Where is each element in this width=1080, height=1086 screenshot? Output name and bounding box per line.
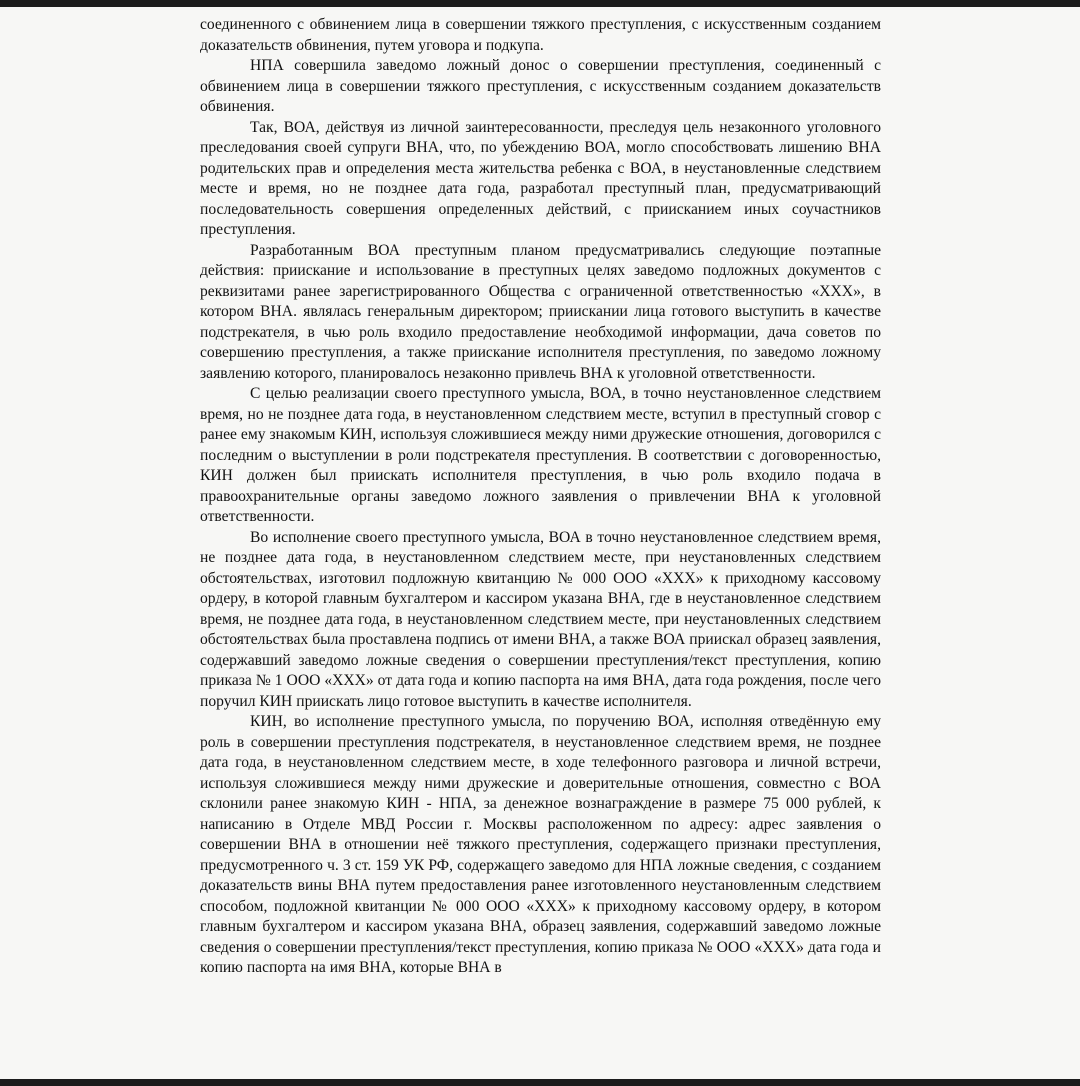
paragraph-2: НПА совершила заведомо ложный донос о совершении преступления, соединенный с обвинением лица в совершении тяжкого преступления, с искусственным созданием доказательств обвинения. (200, 57, 881, 115)
bottom-border (0, 1079, 1080, 1086)
paragraph-6: Во исполнение своего преступного умысла, ВОА в точно неустановленное следствием время, не позднее дата года, в неустановленном следствием месте, при неустановленных следствием обстоятельствах, изготовил подложную квитанцию № 000 ООО «ХХХ» к приходному кассовому ордеру, в которой главным бухгалтером и кассиром указана ВНА, где в неустановленное следствием время, не позднее дата года, в неустановленном следствием месте, при неустановленных следствием обстоятельствах была проставлена подпись от имени ВНА, а также ВОА приискал образец заявления, содержавший заведомо ложные сведения о совершении преступления/текст преступления, копию приказа № 1 ООО «ХХХ» от дата года и копию паспорта на имя ВНА, дата года рождения, после чего поручил КИН приискать лицо готовое выступить в качестве исполнителя. (200, 528, 881, 710)
paragraph-5: С целью реализации своего преступного умысла, ВОА, в точно неустановленное следствием время, но не позднее дата года, в неустановленном следствием месте, вступил в преступный сговор с ранее ему знакомым КИН, используя сложившиеся между ними дружеские отношения, договорился с последним о выступлении в роли подстрекателя преступления. В соответствии с договоренностью, КИН должен был приискать исполнителя преступления, в чью роль входило подача в правоохранительные органы заведомо ложного заявления о привлечении ВНА к уголовной ответственности. (200, 385, 881, 525)
paragraph-1: соединенного с обвинением лица в совершении тяжкого преступления, с искусственным созданием доказательств обвинения, путем уговора и подкупа. (200, 16, 881, 54)
document-page (0, 7, 1080, 1079)
paragraph-7: КИН, во исполнение преступного умысла, по поручению ВОА, исполняя отведённую ему роль в совершении преступления подстрекателя, в неустановленное следствием время, не позднее дата года, в неустановленном следствием месте, в ходе телефонного разговора и личной встречи, используя сложившиеся между ними дружеские и доверительные отношения, совместно с ВОА склонили ранее знакомую КИН - НПА, за денежное вознаграждение в размере 75 000 рублей, к написанию в Отделе МВД России г. Москвы расположенном по адресу: адрес заявления о совершении ВНА в отношении неё тяжкого преступления, содержащего признаки преступления, предусмотренного ч. 3 ст. 159 УК РФ, содержащего заведомо для НПА ложные сведения, с созданием доказательств вины ВНА путем предоставления ранее изготовленного неустановленным следствием способом, подложной квитанции № 000 ООО «ХХХ» к приходному кассовому ордеру, в котором главным бухгалтером и кассиром указана ВНА, образец заявления, содержавший заведомо ложные сведения о совершении преступления/текст преступления, копию приказа № ООО «ХХХ» дата года и копию паспорта на имя ВНА, которые ВНА в (200, 713, 881, 976)
document-body (200, 15, 881, 979)
paragraph-4: Разработанным ВОА преступным планом предусматривались следующие поэтапные действия: приискание и использование в преступных целях заведомо подложных документов с реквизитами ранее зарегистрированного Общества с ограниченной ответственностью «ХХХ», в котором ВНА. являлась генеральным директором; приискании лица готового выступить в качестве подстрекателя, в чью роль входило предоставление необходимой информации, дача советов по совершению преступления, а также приискание исполнителя преступления, по заведомо ложному заявлению которого, планировалось незаконно привлечь ВНА к уголовной ответственности. (200, 241, 881, 382)
paragraph-3: Так, ВОА, действуя из личной заинтересованности, преследуя цель незаконного уголовного преследования своей супруги ВНА, что, по убеждению ВОА, могло способствовать лишению ВНА родительских прав и определения места жительства ребенка с ВОА, в неустановленные следствием месте и время, но не позднее дата года, разработал преступный план, предусматривающий последовательность совершения определенных действий, с приисканием иных соучастников преступления. (200, 118, 881, 238)
